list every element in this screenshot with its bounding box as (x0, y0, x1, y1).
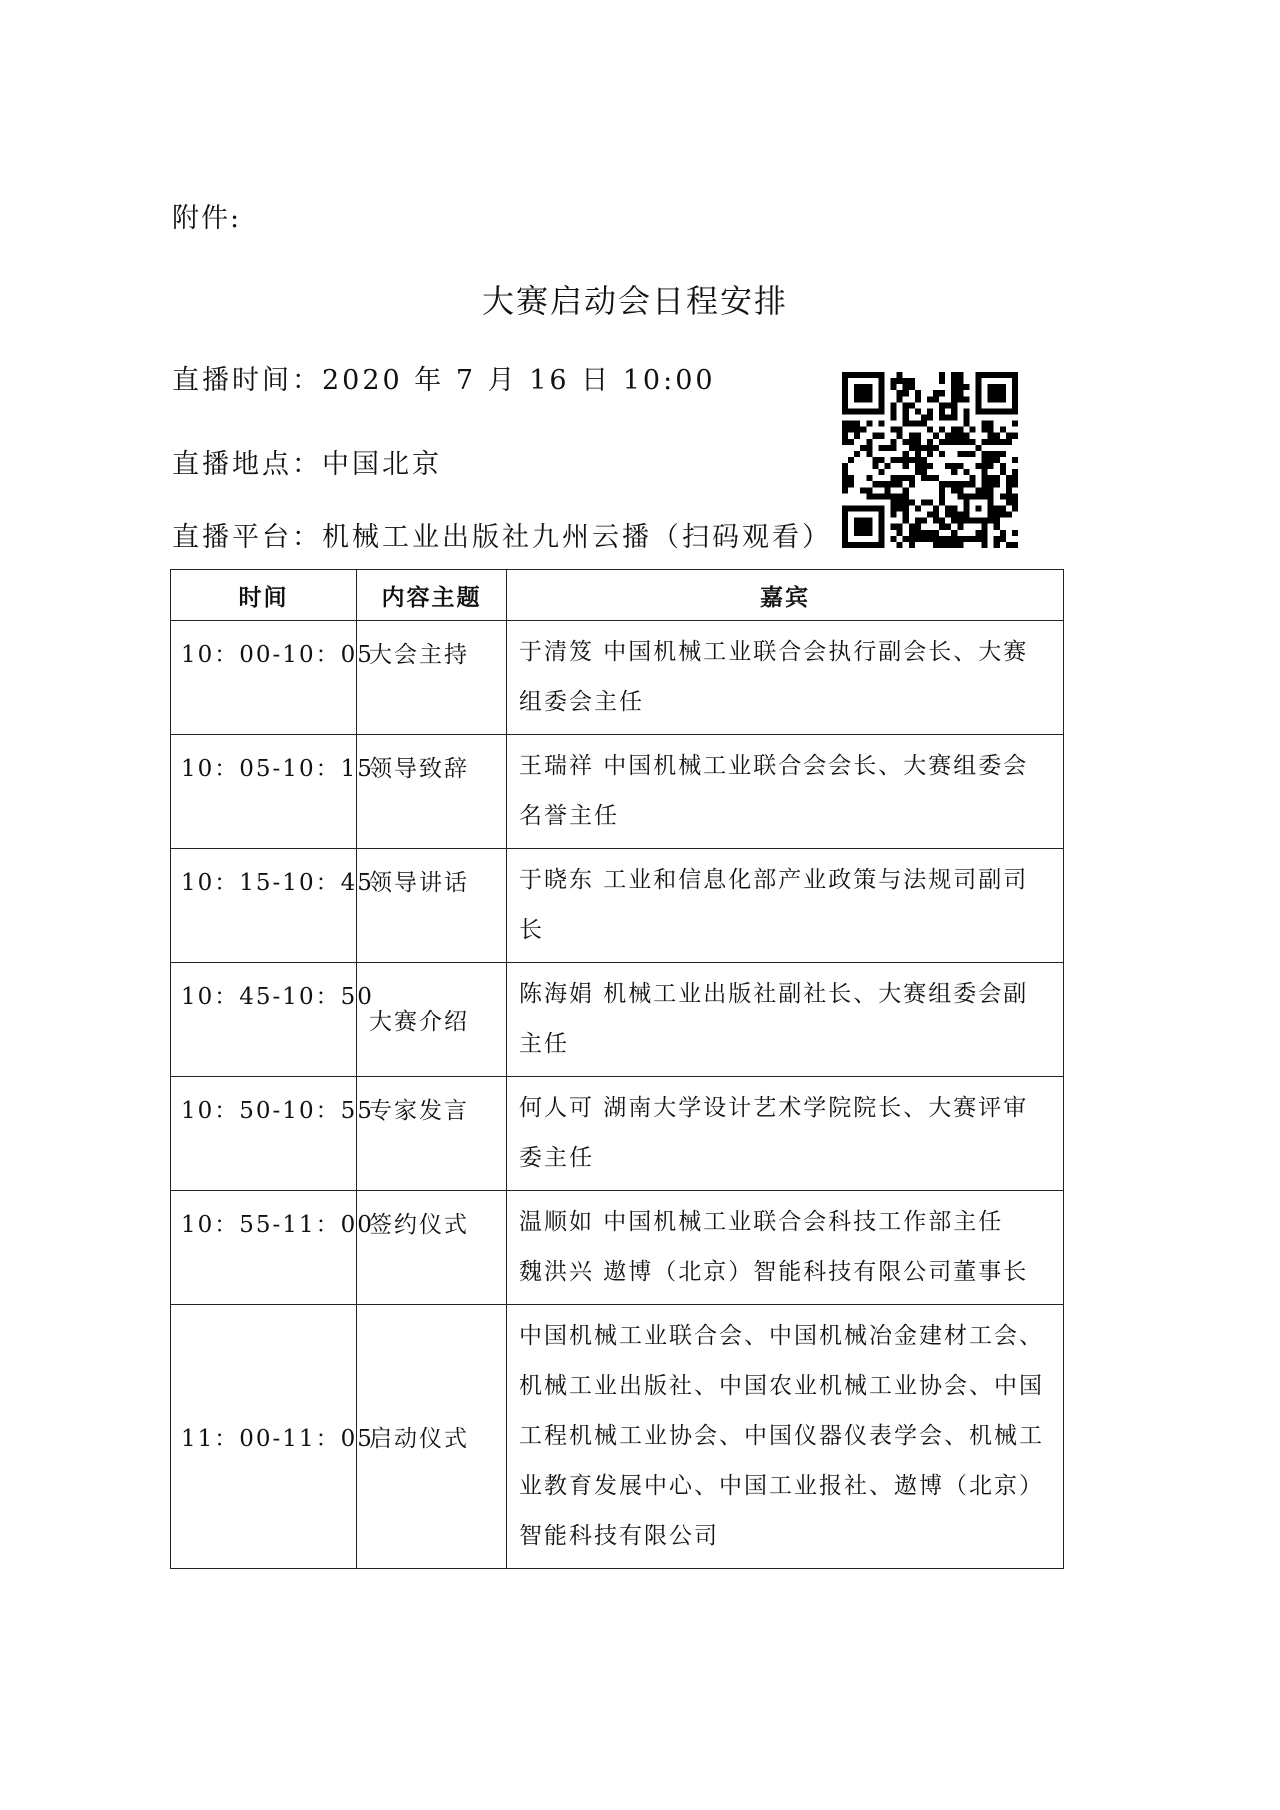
row-guest (507, 849, 1064, 963)
row-time: 10：55-11：00 (171, 1191, 357, 1305)
guest-line: 于清笈 中国机械工业联合会执行副会长、大赛 (519, 639, 1029, 665)
schedule-body (171, 621, 1064, 1569)
table-row (171, 849, 1064, 963)
qr-code-icon[interactable] (842, 372, 1018, 548)
row-guest (507, 1191, 1064, 1305)
row-guest (507, 1305, 1064, 1569)
row-guest (507, 1077, 1064, 1191)
broadcast-place: 直播地点：中国北京 (172, 449, 442, 480)
guest-line: 智能科技有限公司 (519, 1523, 719, 1549)
table-row (171, 621, 1064, 735)
table-row (171, 1305, 1064, 1569)
guest-line: 委主任 (519, 1145, 594, 1171)
guest-line: 魏洪兴 遨博（北京）智能科技有限公司董事长 (519, 1259, 1029, 1285)
table-row (171, 735, 1064, 849)
row-guest (507, 963, 1064, 1077)
guest-line: 工程机械工业协会、中国仪器仪表学会、机械工 (519, 1423, 1044, 1449)
row-topic: 签约仪式 (357, 1191, 507, 1305)
row-topic: 专家发言 (357, 1077, 507, 1191)
table-header-row (171, 570, 1064, 621)
table-row (171, 1077, 1064, 1191)
row-time: 11：00-11：05 (171, 1305, 357, 1569)
guest-line: 业教育发展中心、中国工业报社、遨博（北京） (519, 1473, 1044, 1499)
broadcast-platform: 直播平台：机械工业出版社九州云播（扫码观看） (172, 522, 832, 553)
guest-line: 机械工业出版社、中国农业机械工业协会、中国 (519, 1373, 1044, 1399)
row-topic: 领导讲话 (357, 849, 507, 963)
row-topic: 领导致辞 (357, 735, 507, 849)
guest-line: 主任 (519, 1031, 569, 1057)
guest-line: 组委会主任 (519, 689, 644, 715)
header-topic: 内容主题 (357, 570, 507, 621)
broadcast-time: 直播时间：2020 年 7 月 16 日 10:00 (172, 365, 716, 396)
row-time: 10：50-10：55 (171, 1077, 357, 1191)
guest-line: 陈海娟 机械工业出版社副社长、大赛组委会副 (519, 981, 1029, 1007)
header-guest: 嘉宾 (507, 570, 1064, 621)
guest-line: 于晓东 工业和信息化部产业政策与法规司副司 (519, 867, 1029, 893)
guest-line: 王瑞祥 中国机械工业联合会会长、大赛组委会 (519, 753, 1029, 779)
row-guest (507, 621, 1064, 735)
row-time: 10：05-10：15 (171, 735, 357, 849)
row-time: 10：15-10：45 (171, 849, 357, 963)
row-topic: 大会主持 (357, 621, 507, 735)
page-title: 大赛启动会日程安排 (481, 282, 788, 320)
row-topic: 大赛介绍 (357, 963, 507, 1077)
guest-line: 长 (519, 917, 544, 943)
table-row (171, 1191, 1064, 1305)
row-topic: 启动仪式 (357, 1305, 507, 1569)
schedule-table (170, 569, 1064, 1569)
guest-line: 何人可 湖南大学设计艺术学院院长、大赛评审 (519, 1095, 1029, 1121)
row-time: 10：00-10：05 (171, 621, 357, 735)
attachment-label: 附件: (172, 203, 242, 234)
table-row (171, 963, 1064, 1077)
guest-line: 中国机械工业联合会、中国机械冶金建材工会、 (519, 1323, 1044, 1349)
row-time: 10：45-10：50 (171, 963, 357, 1077)
guest-line: 名誉主任 (519, 803, 619, 829)
header-time: 时间 (171, 570, 357, 621)
guest-line: 温顺如 中国机械工业联合会科技工作部主任 (519, 1209, 1004, 1235)
row-guest (507, 735, 1064, 849)
